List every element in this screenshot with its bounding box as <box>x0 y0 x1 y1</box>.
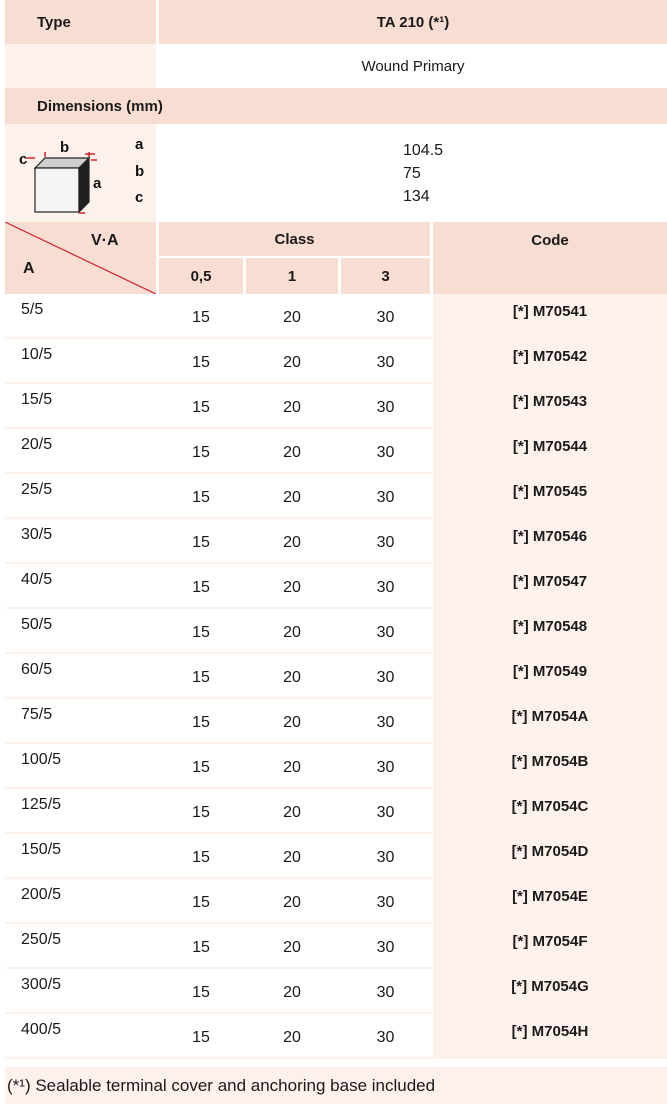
row-code-value-cell <box>430 384 667 427</box>
row-class-05-value-cell <box>156 744 243 787</box>
dim-value-a: 104.5 <box>403 141 444 159</box>
dimensions-title: Dimensions (mm) <box>37 97 163 115</box>
table-row <box>5 564 667 607</box>
row-class-3-value: 30 <box>376 488 395 506</box>
table-row <box>5 924 667 967</box>
row-a-value: 60/5 <box>21 660 53 678</box>
class-1-header: 1 <box>287 267 297 285</box>
row-class-3-value-cell <box>338 519 430 562</box>
row-a-value: 10/5 <box>21 345 53 363</box>
row-class-3-value-cell <box>338 924 430 967</box>
row-code-value-cell <box>430 429 667 472</box>
row-class-3-value-cell <box>338 744 430 787</box>
row-class-3-value: 30 <box>376 623 395 641</box>
row-class-05-value: 15 <box>192 488 210 506</box>
row-class-05-value-cell <box>156 1014 243 1057</box>
row-code-value: [*] M70545 <box>512 483 588 500</box>
row-code-value-cell <box>430 969 667 1012</box>
row-class-1-value: 20 <box>283 668 301 686</box>
row-class-1-value-cell <box>243 924 338 967</box>
table-row <box>5 654 667 697</box>
table-row <box>5 969 667 1012</box>
row-class-1-value: 20 <box>283 938 301 956</box>
row-class-05-value-cell <box>156 699 243 742</box>
dimensions-values-cell <box>156 124 667 222</box>
row-class-05-value: 15 <box>192 353 210 371</box>
row-a-value-cell <box>5 564 156 607</box>
table-row <box>5 609 667 652</box>
row-class-05-value-cell <box>156 294 243 337</box>
row-class-05-value: 15 <box>192 938 210 956</box>
row-class-3-value-cell <box>338 789 430 832</box>
row-code-value: [*] M7054E <box>512 888 588 905</box>
row-a-value: 250/5 <box>21 930 62 948</box>
class-header-cell <box>156 222 430 256</box>
va-a-header-cell <box>5 222 156 294</box>
row-code-value: [*] M7054D <box>511 843 589 860</box>
row-divider <box>5 1057 667 1059</box>
box-front-face <box>35 168 79 212</box>
row-class-1-value-cell <box>243 654 338 697</box>
code-header: Code <box>531 232 569 249</box>
row-class-1-value: 20 <box>283 713 301 731</box>
model-name: TA 210 (*¹) <box>376 13 450 31</box>
va-header: V·A <box>91 232 119 249</box>
row-class-05-value-cell <box>156 519 243 562</box>
row-a-value-cell <box>5 339 156 382</box>
row-class-3-value: 30 <box>376 983 395 1001</box>
row-a-value: 400/5 <box>21 1020 62 1038</box>
dim-legend-a: a <box>135 136 144 153</box>
type-label: Type <box>37 13 71 31</box>
class-05-header-cell <box>156 258 243 294</box>
dimensions-title-cell <box>5 88 667 124</box>
row-code-value: [*] M7054F <box>512 933 588 950</box>
row-code-value-cell <box>430 834 667 877</box>
row-class-1-value-cell <box>243 834 338 877</box>
row-class-1-value: 20 <box>283 848 301 866</box>
row-code-value: [*] M70541 <box>512 303 588 320</box>
table-row <box>5 384 667 427</box>
row-code-value-cell <box>430 1014 667 1057</box>
diagonal-line <box>5 222 156 294</box>
row-a-value-cell <box>5 924 156 967</box>
row-class-1-value: 20 <box>283 398 301 416</box>
dimensions-row <box>5 124 667 222</box>
dimensions-title-row <box>5 88 667 124</box>
row-a-value-cell <box>5 879 156 922</box>
row-class-1-value: 20 <box>283 893 301 911</box>
table-header <box>5 222 667 294</box>
dim-legend-b: b <box>135 163 145 180</box>
class-3-header-cell <box>338 258 430 294</box>
row-class-3-value: 30 <box>376 848 395 866</box>
row-class-3-value-cell <box>338 294 430 337</box>
row-class-05-value: 15 <box>192 533 210 551</box>
row-a-value-cell <box>5 609 156 652</box>
primary-cell <box>156 44 667 88</box>
row-class-05-value: 15 <box>192 758 210 776</box>
row-class-05-value: 15 <box>192 803 210 821</box>
row-class-05-value: 15 <box>192 398 210 416</box>
row-class-05-value-cell <box>156 564 243 607</box>
table-row <box>5 519 667 562</box>
row-class-1-value: 20 <box>283 533 301 551</box>
row-class-3-value: 30 <box>376 758 395 776</box>
row-code-value: [*] M70546 <box>512 528 588 545</box>
type-row <box>5 0 667 44</box>
row-class-05-value-cell <box>156 654 243 697</box>
class-underline <box>156 256 430 258</box>
model-cell <box>156 0 667 44</box>
row-class-1-value-cell <box>243 879 338 922</box>
class-1-header-cell <box>243 258 338 294</box>
row-code-value-cell <box>430 564 667 607</box>
row-code-value-cell <box>430 294 667 337</box>
row-class-3-value-cell <box>338 699 430 742</box>
row-class-3-value-cell <box>338 564 430 607</box>
table-row <box>5 1014 667 1057</box>
row-class-3-value-cell <box>338 834 430 877</box>
row-class-1-value-cell <box>243 384 338 427</box>
row-class-3-value: 30 <box>376 713 395 731</box>
row-code-value-cell <box>430 339 667 382</box>
row-class-1-value-cell <box>243 609 338 652</box>
table-row <box>5 789 667 832</box>
row-class-05-value-cell <box>156 384 243 427</box>
row-class-3-value: 30 <box>376 308 395 326</box>
class-3-header: 3 <box>381 267 390 285</box>
row-code-value-cell <box>430 699 667 742</box>
row-class-3-value: 30 <box>376 353 395 371</box>
table-row <box>5 879 667 922</box>
class-header: Class <box>274 230 315 248</box>
row-class-05-value: 15 <box>192 848 210 866</box>
row-a-value-cell <box>5 1014 156 1057</box>
table-row <box>5 834 667 877</box>
row-a-value: 200/5 <box>21 885 62 903</box>
row-class-05-value-cell <box>156 474 243 517</box>
row-code-value: [*] M7054H <box>511 1023 589 1040</box>
row-code-value: [*] M70542 <box>512 348 588 365</box>
row-a-value-cell <box>5 789 156 832</box>
row-class-3-value: 30 <box>376 1028 395 1046</box>
footnote-row <box>5 1067 667 1104</box>
row-class-05-value: 15 <box>192 713 210 731</box>
row-class-1-value-cell <box>243 744 338 787</box>
row-class-05-value-cell <box>156 429 243 472</box>
dim-value-c: 134 <box>403 187 430 205</box>
row-class-1-value: 20 <box>283 578 301 596</box>
row-class-05-value-cell <box>156 834 243 877</box>
row-class-05-value-cell <box>156 789 243 832</box>
dim-value-b: 75 <box>403 164 421 182</box>
primary-blank-cell <box>5 44 156 88</box>
row-class-05-value: 15 <box>192 623 210 641</box>
primary-row <box>5 44 667 88</box>
row-class-3-value-cell <box>338 474 430 517</box>
row-a-value-cell <box>5 519 156 562</box>
row-class-1-value-cell <box>243 339 338 382</box>
row-a-value-cell <box>5 294 156 337</box>
row-class-3-value-cell <box>338 879 430 922</box>
row-class-05-value: 15 <box>192 668 210 686</box>
row-class-1-value-cell <box>243 789 338 832</box>
row-code-value-cell <box>430 654 667 697</box>
table-row <box>5 474 667 517</box>
row-class-05-value: 15 <box>192 308 210 326</box>
row-a-value: 15/5 <box>21 390 53 408</box>
a-header: A <box>23 260 35 277</box>
row-a-value: 40/5 <box>21 570 53 588</box>
diagonal-divider <box>5 222 156 294</box>
row-class-3-value: 30 <box>376 803 395 821</box>
row-code-value: [*] M70543 <box>512 393 588 410</box>
row-class-1-value-cell <box>243 969 338 1012</box>
row-class-1-value-cell <box>243 564 338 607</box>
diagram-label-c: c <box>19 151 28 168</box>
dimension-box-diagram <box>5 124 156 222</box>
row-class-1-value: 20 <box>283 758 301 776</box>
row-a-value: 125/5 <box>21 795 62 813</box>
row-class-1-value-cell <box>243 474 338 517</box>
row-code-value-cell <box>430 924 667 967</box>
row-a-value-cell <box>5 834 156 877</box>
row-a-value: 5/5 <box>21 300 44 318</box>
row-class-05-value: 15 <box>192 443 210 461</box>
row-class-3-value: 30 <box>376 893 395 911</box>
row-class-3-value: 30 <box>376 443 395 461</box>
row-a-value: 30/5 <box>21 525 53 543</box>
row-class-1-value: 20 <box>283 1028 301 1046</box>
row-class-1-value-cell <box>243 1014 338 1057</box>
row-a-value-cell <box>5 744 156 787</box>
row-a-value: 100/5 <box>21 750 62 768</box>
row-class-1-value: 20 <box>283 488 301 506</box>
row-code-value: [*] M70548 <box>512 618 588 635</box>
row-code-value-cell <box>430 789 667 832</box>
row-a-value: 150/5 <box>21 840 62 858</box>
table-row <box>5 744 667 787</box>
row-code-value: [*] M70549 <box>512 663 588 680</box>
row-code-value-cell <box>430 474 667 517</box>
row-a-value: 300/5 <box>21 975 62 993</box>
row-class-05-value-cell <box>156 969 243 1012</box>
row-class-05-value: 15 <box>192 983 210 1001</box>
row-a-value: 20/5 <box>21 435 53 453</box>
row-a-value-cell <box>5 699 156 742</box>
row-class-3-value: 30 <box>376 938 395 956</box>
row-class-05-value-cell <box>156 609 243 652</box>
row-code-value: [*] M7054G <box>511 978 589 995</box>
row-class-1-value-cell <box>243 429 338 472</box>
row-class-1-value-cell <box>243 294 338 337</box>
row-class-3-value: 30 <box>376 398 395 416</box>
row-code-value-cell <box>430 609 667 652</box>
row-class-1-value-cell <box>243 519 338 562</box>
row-code-value-cell <box>430 744 667 787</box>
type-label-cell <box>5 0 156 44</box>
row-a-value-cell <box>5 429 156 472</box>
row-class-3-value-cell <box>338 339 430 382</box>
row-class-3-value-cell <box>338 1014 430 1057</box>
box-side-face <box>79 158 89 212</box>
row-class-1-value-cell <box>243 699 338 742</box>
row-a-value: 50/5 <box>21 615 53 633</box>
row-class-05-value: 15 <box>192 1028 210 1046</box>
row-a-value-cell <box>5 384 156 427</box>
row-class-3-value: 30 <box>376 668 395 686</box>
row-class-3-value-cell <box>338 609 430 652</box>
row-class-05-value-cell <box>156 339 243 382</box>
row-class-1-value: 20 <box>283 803 301 821</box>
row-class-05-value: 15 <box>192 578 210 596</box>
row-code-value: [*] M7054B <box>511 753 589 770</box>
table-row <box>5 699 667 742</box>
row-a-value: 75/5 <box>21 705 53 723</box>
row-class-3-value-cell <box>338 384 430 427</box>
row-a-value: 25/5 <box>21 480 53 498</box>
dimensions-diagram-cell <box>5 124 156 222</box>
row-class-05-value: 15 <box>192 893 210 911</box>
row-class-1-value: 20 <box>283 623 301 641</box>
row-class-1-value: 20 <box>283 983 301 1001</box>
row-code-value: [*] M70544 <box>512 438 588 455</box>
row-class-1-value: 20 <box>283 308 301 326</box>
diagram-label-a: a <box>93 175 102 192</box>
code-header-cell <box>430 222 667 294</box>
row-class-3-value-cell <box>338 654 430 697</box>
row-class-3-value-cell <box>338 969 430 1012</box>
row-code-value-cell <box>430 519 667 562</box>
row-a-value-cell <box>5 474 156 517</box>
row-a-value-cell <box>5 654 156 697</box>
row-class-05-value-cell <box>156 879 243 922</box>
primary-value: Wound Primary <box>361 57 465 75</box>
footnote: (*¹) Sealable terminal cover and anchoring base included <box>7 1075 436 1095</box>
diagram-label-b: b <box>60 139 70 156</box>
row-class-1-value: 20 <box>283 443 301 461</box>
row-a-value-cell <box>5 969 156 1012</box>
row-code-value: [*] M70547 <box>512 573 588 590</box>
class-05-header: 0,5 <box>190 267 212 285</box>
row-code-value-cell <box>430 879 667 922</box>
row-class-3-value: 30 <box>376 578 395 596</box>
table-row <box>5 339 667 382</box>
row-code-value: [*] M7054C <box>511 798 589 815</box>
dim-legend-c: c <box>135 189 144 206</box>
table-row <box>5 294 667 337</box>
table-row <box>5 429 667 472</box>
row-class-3-value-cell <box>338 429 430 472</box>
row-class-1-value: 20 <box>283 353 301 371</box>
row-code-value: [*] M7054A <box>511 708 589 725</box>
row-class-05-value-cell <box>156 924 243 967</box>
row-class-3-value: 30 <box>376 533 395 551</box>
